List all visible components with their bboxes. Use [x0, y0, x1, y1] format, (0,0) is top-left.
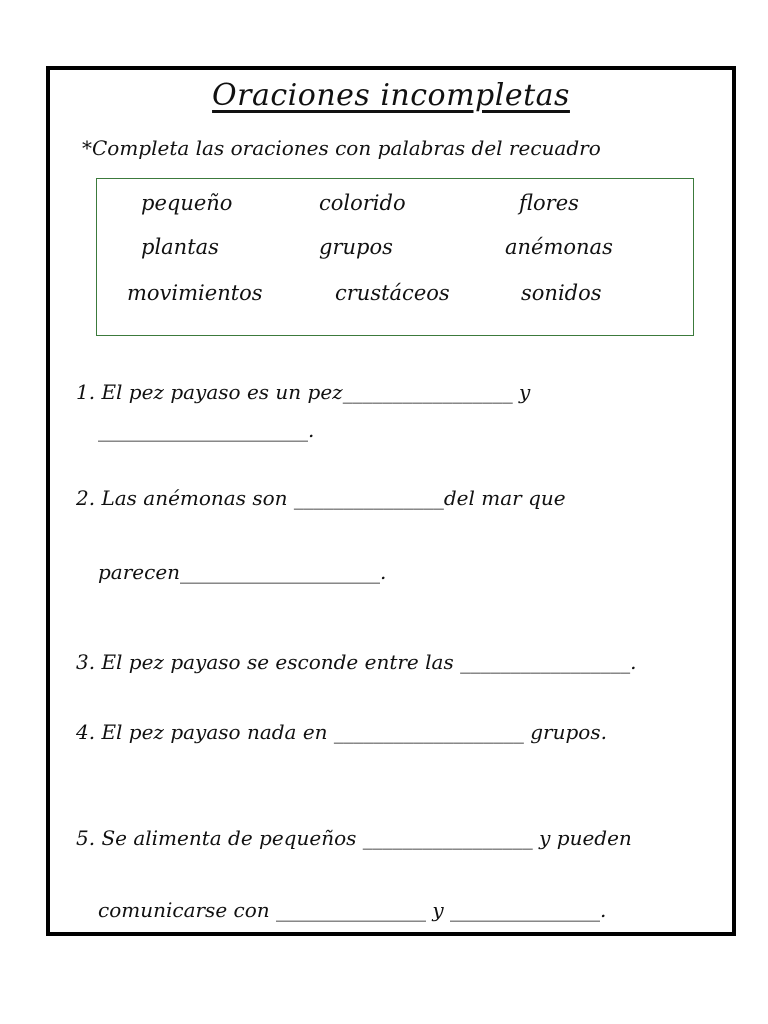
- word-bank-item: colorido: [319, 191, 406, 215]
- question-5-line-2: comunicarse con _______________ y _______________.: [98, 898, 607, 922]
- word-bank-item: grupos: [319, 235, 393, 259]
- word-bank-item: sonidos: [521, 281, 602, 305]
- worksheet-title: Oraciones incompletas: [212, 78, 570, 113]
- question-3-line-1: 3. El pez payaso se esconde entre las _________________.: [76, 650, 637, 674]
- word-bank-item: movimientos: [127, 281, 263, 305]
- word-bank-box: [96, 178, 694, 336]
- word-bank-item: flores: [519, 191, 579, 215]
- question-2-line-1: 2. Las anémonas son _______________del mar que: [76, 486, 566, 510]
- question-2-line-2: parecen____________________.: [98, 560, 387, 584]
- worksheet-page: [46, 66, 736, 936]
- question-4-line-1: 4. El pez payaso nada en ___________________ grupos.: [76, 720, 607, 744]
- question-5-line-1: 5. Se alimenta de pequeños _________________ y pueden: [76, 826, 632, 850]
- question-1-line-2: _____________________.: [98, 418, 315, 442]
- question-1-line-1: 1. El pez payaso es un pez_________________ y: [76, 380, 531, 404]
- word-bank-item: pequeño: [141, 191, 233, 215]
- word-bank-item: plantas: [141, 235, 219, 259]
- word-bank-item: anémonas: [505, 235, 613, 259]
- word-bank-item: crustáceos: [335, 281, 450, 305]
- instruction-text: *Completa las oraciones con palabras del recuadro: [82, 136, 601, 160]
